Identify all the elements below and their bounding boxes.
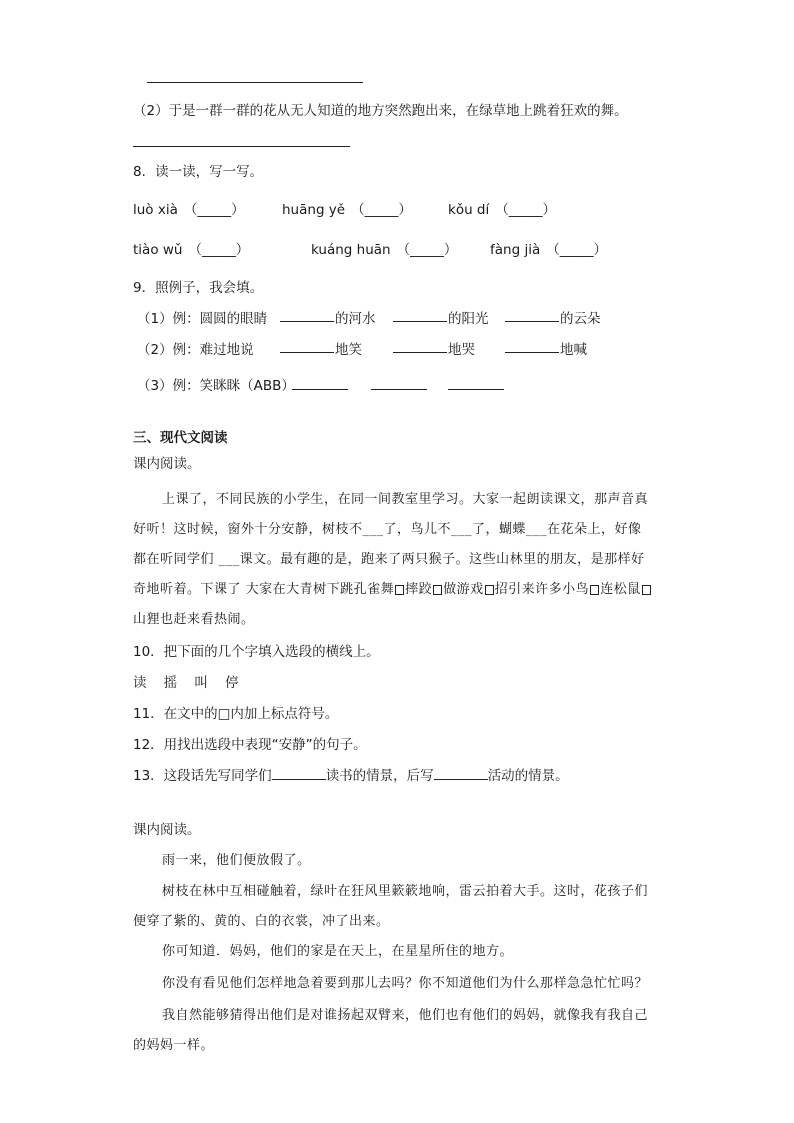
- passage-line-3: 都在听同学们 ___课文。最有趣的是，跑来了两只猴子。这些山林里的朋友，是那样好: [133, 552, 645, 567]
- answer-blank[interactable]: （_____）: [351, 202, 412, 218]
- pinyin-text: kǒu dí: [448, 202, 490, 218]
- punctuation-box[interactable]: [395, 585, 404, 595]
- q8-title: 8．读一读，写一写。: [133, 164, 264, 180]
- passage2-line-5: 你没有看见他们怎样地急着要到那儿去吗？你不知道他们为什么那样急急忙忙吗？: [162, 976, 649, 991]
- answer-blank[interactable]: [505, 338, 559, 353]
- q10-words: 读 摇 叫 停: [133, 675, 239, 691]
- pinyin-text: luò xià: [133, 202, 178, 218]
- reading-intro: 课内阅读。: [133, 456, 201, 472]
- answer-blank[interactable]: （_____）: [183, 202, 245, 218]
- passage2-line-3: 便穿了紫的、黄的、白的衣裳，冲了出来。: [133, 914, 390, 929]
- passage-line-4: [133, 578, 652, 597]
- passage2-line-1: 雨一来，他们便放假了。: [162, 853, 311, 868]
- passage-text: 奇地听着。下课了 大家在大青树下跳孔雀舞: [133, 582, 395, 597]
- q9-row-2-suffix-1: 地笑: [335, 342, 362, 358]
- punctuation-box[interactable]: [485, 585, 494, 595]
- q9-row-3-label: （3）例：笑眯眯（ABB）: [137, 378, 295, 394]
- q8-pinyin-1: [133, 198, 251, 218]
- passage-text: 连松鼠: [600, 582, 641, 597]
- q8-pinyin-5: [311, 238, 463, 258]
- punctuation-box[interactable]: [590, 585, 599, 595]
- passage2-line-6: 我自然能够猜得出他们是对谁扬起双臂来，他们也有他们的妈妈，就像我有我自己: [162, 1008, 649, 1023]
- punctuation-box[interactable]: [642, 585, 651, 595]
- answer-blank[interactable]: （_____）: [495, 202, 556, 218]
- q13-part: 活动的情景。: [487, 768, 569, 784]
- q10-text: 10．把下面的几个字填入选段的横线上。: [133, 644, 380, 660]
- passage-text: 做游戏: [443, 582, 484, 597]
- answer-blank[interactable]: （_____）: [188, 242, 250, 258]
- answer-blank[interactable]: （_____）: [546, 242, 607, 258]
- q9-row-1-label: （1）例：圆圆的眼睛: [137, 311, 268, 327]
- passage-text: 摔跤: [405, 582, 433, 597]
- q8-pinyin-6: [490, 238, 613, 258]
- q8-pinyin-2: [282, 198, 418, 218]
- pinyin-text: kuáng huān: [311, 242, 391, 258]
- q13-text: [133, 764, 569, 784]
- section-heading: 三、现代文阅读: [133, 430, 228, 446]
- q11-text: 11．在文中的□内加上标点符号。: [133, 706, 339, 722]
- passage-text: 招引来许多小鸟: [494, 582, 590, 597]
- answer-blank[interactable]: [393, 307, 447, 322]
- q9-title: 9．照例子，我会填。: [133, 280, 264, 296]
- pinyin-text: huāng yě: [282, 202, 346, 218]
- q13-part: 读书的情景，后写: [325, 768, 434, 784]
- q9-row-2-label: （2）例：难过地说: [137, 342, 254, 358]
- pinyin-text: tiào wǔ: [133, 242, 183, 258]
- q13-part: 13．这段话先写同学们: [133, 768, 272, 784]
- answer-blank[interactable]: [505, 307, 559, 322]
- q9-row-1-suffix-2: 的阳光: [448, 311, 489, 327]
- passage-line-1: 上课了，不同民族的小学生，在同一间教室里学习。大家一起朗读课文，那声音真: [162, 492, 649, 507]
- answer-blank[interactable]: [393, 338, 447, 353]
- answer-blank[interactable]: [434, 765, 488, 780]
- q7-item-2: （2）于是一群一群的花从无人知道的地方突然跑出来，在绿草地上跳着狂欢的舞。: [133, 103, 628, 119]
- q8-pinyin-4: [133, 238, 255, 258]
- passage-line-2: 好听！这时候，窗外十分安静，树枝不___了，鸟儿不___了，蝴蝶___在花朵上，好像: [133, 522, 642, 537]
- answer-blank[interactable]: [448, 375, 504, 390]
- answer-blank[interactable]: （_____）: [396, 242, 458, 258]
- answer-line-q7-2[interactable]: [133, 146, 350, 147]
- answer-blank[interactable]: [280, 338, 334, 353]
- reading-intro-2: 课内阅读。: [133, 822, 201, 838]
- answer-blank[interactable]: [280, 307, 334, 322]
- answer-blank[interactable]: [292, 375, 348, 390]
- passage2-line-4: 你可知道．妈妈，他们的家是在天上，在星星所住的地方。: [162, 944, 514, 959]
- q9-row-1-suffix-3: 的云朵: [560, 311, 601, 327]
- pinyin-text: fàng jià: [490, 242, 541, 258]
- answer-blank[interactable]: [371, 375, 427, 390]
- answer-blank[interactable]: [272, 765, 326, 780]
- q8-pinyin-3: [448, 198, 562, 218]
- passage2-line-2: 树枝在林中互相碰触着，绿叶在狂风里簌簌地响，雷云拍着大手。这时，花孩子们: [162, 884, 649, 899]
- answer-line-q7-1[interactable]: [147, 82, 363, 83]
- passage2-line-7: 的妈妈一样。: [133, 1038, 215, 1053]
- punctuation-box[interactable]: [433, 585, 442, 595]
- q9-row-2-suffix-2: 地哭: [448, 342, 475, 358]
- q12-text: 12．用找出选段中表现“安静”的句子。: [133, 737, 367, 753]
- passage-line-5: 山狸也赶来看热闹。: [133, 612, 255, 627]
- q9-row-2-suffix-3: 地喊: [560, 342, 587, 358]
- q9-row-1-suffix-1: 的河水: [335, 311, 376, 327]
